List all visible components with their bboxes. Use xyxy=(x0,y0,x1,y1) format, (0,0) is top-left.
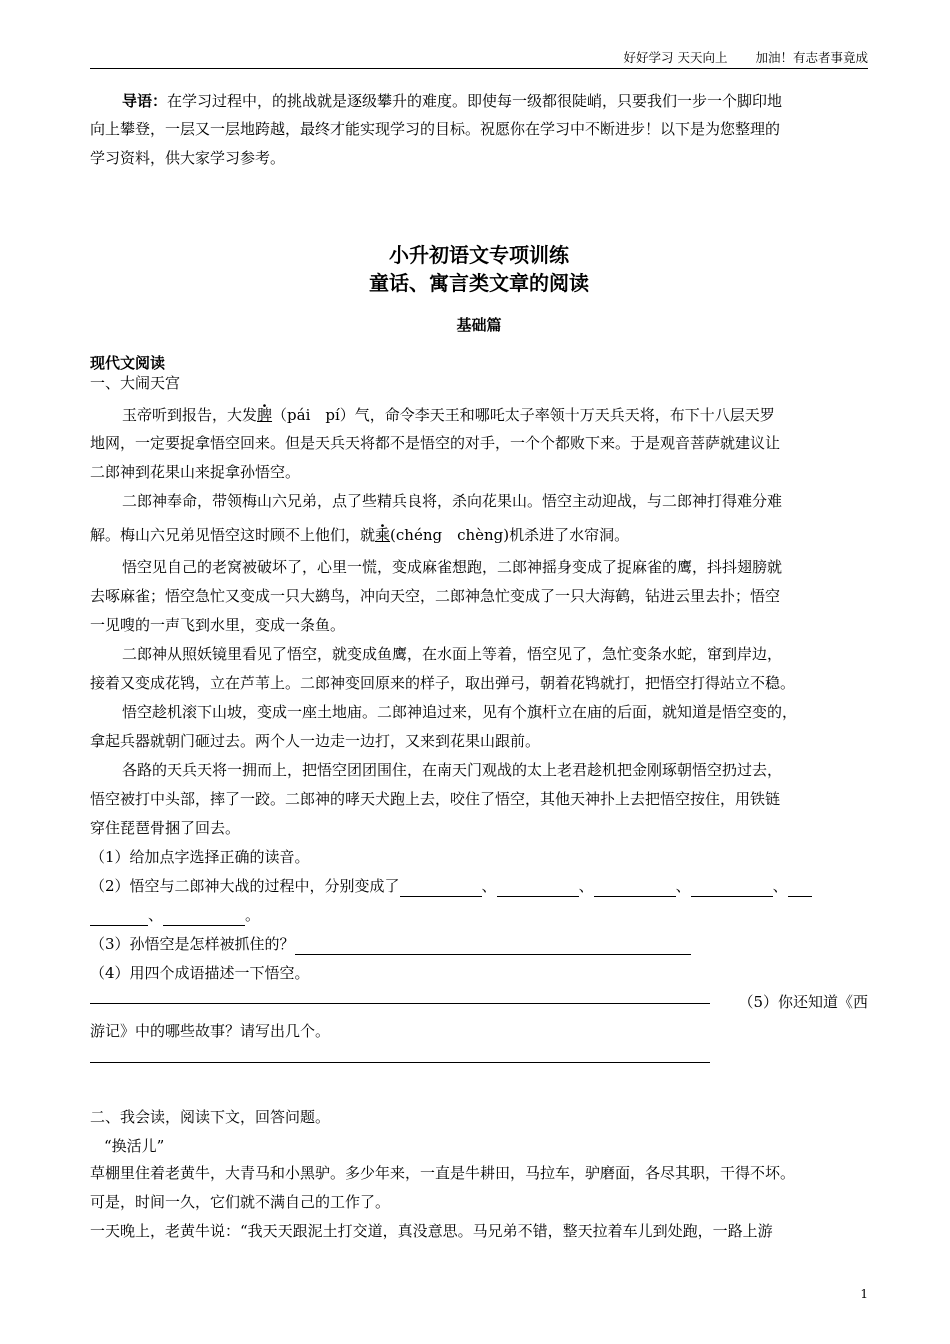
section-label: 现代文阅读 xyxy=(90,354,166,372)
question-1: （1）给加点字选择正确的读音。 xyxy=(90,848,310,866)
question-3: （3）孙悟空是怎样被抓住的？ xyxy=(90,933,868,955)
title-line-2: 童话、寓言类文章的阅读 xyxy=(369,271,589,295)
intro-line-1: 导语：在学习过程中，的挑战就是逐级攀升的难度。即使每一级都很陡峭，只要我们一步一个脚印地 xyxy=(122,92,783,110)
intro-label: 导语： xyxy=(122,92,168,110)
answer-blank-2[interactable] xyxy=(497,881,579,897)
answer-blank-4[interactable] xyxy=(691,881,773,897)
story1-p5-line2: 拿起兵器就朝门砸过去。两个人一边走一边打，又来到花果山跟前。 xyxy=(90,732,541,750)
story1-p2-line2: 解。梅山六兄弟见悟空这时顾不上他们，就乘(chéng chèng)机杀进了水帘洞。 xyxy=(90,526,630,544)
story1-heading: 一、大闹天宫 xyxy=(90,374,181,392)
story1-p6-line3: 穿住琵琶骨捆了回去。 xyxy=(90,819,241,837)
answer-blank-6[interactable] xyxy=(163,910,245,926)
answer-blank-1[interactable] xyxy=(400,881,482,897)
answer-blank-5-end[interactable] xyxy=(90,910,148,926)
story1-p2-line1: 二郎神奉命，带领梅山六兄弟，点了些精兵良将，杀向花果山。悟空主动迎战，与二郎神打得难分难 xyxy=(122,492,783,510)
story1-p3-line2: 去啄麻雀；悟空急忙又变成一只大鹚鸟，冲向天空，二郎神急忙变成了一只大海鹤，钻进云里去扑；悟空 xyxy=(90,587,781,605)
answer-line-q3[interactable] xyxy=(295,939,691,955)
story1-p3-line1: 悟空见自己的老窝被破坏了，心里一慌，变成麻雀想跑，二郎神摇身变成了捉麻雀的鹰，抖抖翅膀就 xyxy=(122,558,783,576)
story2-line1: 草棚里住着老黄牛，大青马和小黑驴。多少年来，一直是牛耕田，马拉车，驴磨面，各尽其职，干得不坏。 xyxy=(90,1164,796,1182)
dotted-char-pi: 脾 xyxy=(257,406,273,424)
story1-p1-line2: 地网，一定要捉拿悟空回来。但是天兵天将都不是悟空的对手，一个个都败下来。于是观音菩萨就建议让 xyxy=(90,434,781,452)
question-2-line2: 、 。 xyxy=(90,904,868,926)
answer-line-q5[interactable] xyxy=(90,1062,710,1063)
question-2-line1: （2）悟空与二郎神大战的过程中，分别变成了 、 、 、 、 xyxy=(90,875,868,897)
answer-blank-5-start[interactable] xyxy=(788,881,812,897)
header-left-motto: 好好学习 天天向上 xyxy=(623,50,728,65)
story1-p6-line2: 悟空被打中头部，摔了一跤。二郎神的哮天犬跑上去，咬住了悟空，其他天神扑上去把悟空按住，用铁链 xyxy=(90,790,781,808)
story2-title: “换活儿” xyxy=(104,1137,165,1155)
story2-heading: 二、我会读，阅读下文，回答问题。 xyxy=(90,1108,331,1126)
answer-blank-3[interactable] xyxy=(594,881,676,897)
header-right-motto: 加油！有志者事竟成 xyxy=(755,50,868,65)
title-line-1: 小升初语文专项训练 xyxy=(389,243,569,267)
story1-p3-line3: 一见嗖的一声飞到水里，变成一条鱼。 xyxy=(90,616,346,634)
page-header xyxy=(90,50,868,69)
story2-line2: 可是，时间一久，它们就不满自己的工作了。 xyxy=(90,1193,391,1211)
subtitle: 基础篇 xyxy=(456,316,502,334)
dotted-char-cheng: 乘 xyxy=(375,526,391,544)
question-4: （4）用四个成语描述一下悟空。 xyxy=(90,964,310,982)
intro-line-2: 向上攀登，一层又一层地跨越，最终才能实现学习的目标。祝愿你在学习中不断进步！以下是为您整理的 xyxy=(90,120,781,138)
story1-p6-line1: 各路的天兵天将一拥而上，把悟空团团围住，在南天门观战的太上老君趁机把金刚琢朝悟空扔过去， xyxy=(122,761,783,779)
question-5-line2: 游记》中的哪些故事？请写出几个。 xyxy=(90,1022,331,1040)
story1-p4-line2: 接着又变成花鸨，立在芦苇上。二郎神变回原来的样子，取出弹弓，朝着花鸨就打，把悟空打得站立不稳。 xyxy=(90,674,796,692)
story2-line3: 一天晚上，老黄牛说：“我天天跟泥土打交道，真没意思。马兄弟不错，整天拉着车儿到处跑，一路上游 xyxy=(90,1222,773,1240)
question-5-line1: （5）你还知道《西 xyxy=(738,993,868,1011)
story1-p1-line1: 玉帝听到报告，大发脾（pái pí）气，命令李天王和哪吒太子率领十万天兵天将，布下十八层天罗 xyxy=(122,406,775,424)
intro-line-3: 学习资料，供大家学习参考。 xyxy=(90,149,286,167)
story1-p4-line1: 二郎神从照妖镜里看见了悟空，就变成鱼鹰，在水面上等着，悟空见了，急忙变条水蛇，窜到岸边， xyxy=(122,645,783,663)
page-number: 1 xyxy=(860,1287,868,1301)
story1-p5-line1: 悟空趁机滚下山坡，变成一座土地庙。二郎神追过来，见有个旗杆立在庙的后面，就知道是悟空变的， xyxy=(122,703,798,721)
story1-p1-line3: 二郎神到花果山来捉拿孙悟空。 xyxy=(90,463,301,481)
